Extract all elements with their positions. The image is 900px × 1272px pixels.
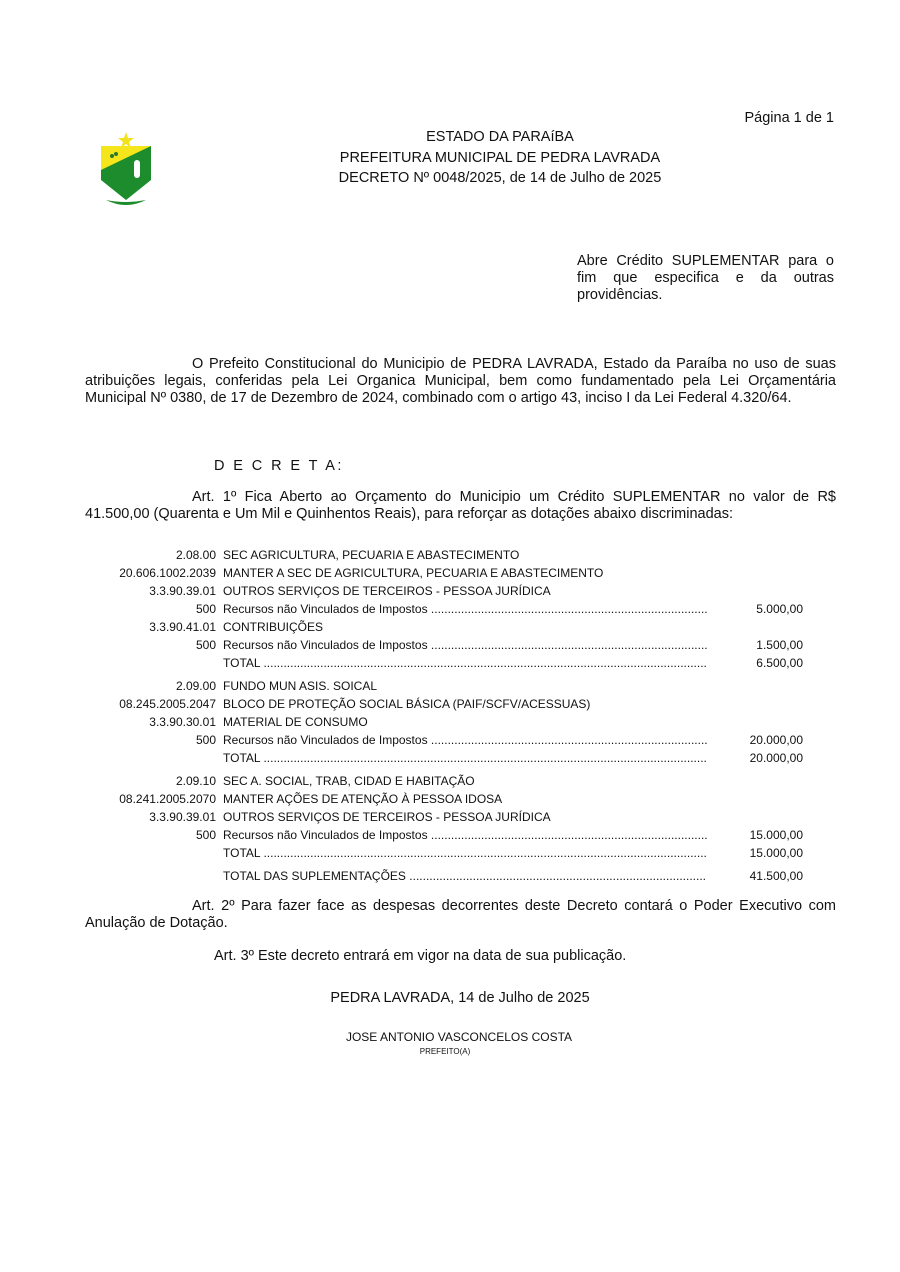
row-description: SEC A. SOCIAL, TRAB, CIDAD E HABITAÇÃO — [223, 774, 475, 788]
row-description: Recursos não Vinculados de Impostos ..... — [223, 731, 707, 749]
row-description: FUNDO MUN ASIS. SOICAL — [223, 679, 378, 693]
ementa-line: Abre Crédito SUPLEMENTAR para o — [577, 253, 834, 269]
header-prefecture: PREFEITURA MUNICIPAL DE PEDRA LAVRADA — [339, 149, 661, 166]
table-row — [85, 867, 825, 885]
table-row — [85, 546, 825, 564]
row-code: 500 — [195, 638, 216, 652]
row-code: 20.606.1002.2039 — [119, 566, 216, 580]
city-date: PEDRA LAVRADA, 14 de Julho de 2025 — [330, 990, 590, 1006]
credit-allocation-table — [85, 546, 825, 885]
row-code: 3.3.90.41.01 — [149, 620, 216, 634]
ementa-line: fim que especifica e da outras — [577, 270, 834, 286]
row-description: OUTROS SERVIÇOS DE TERCEIROS - PESSOA JURÍDICA — [223, 584, 551, 598]
article-1: Art. 1º Fica Aberto ao Orçamento do Municipio um Crédito SUPLEMENTAR no valor de R$ 41.500,00 (Quarenta e Um Mil e Quinhentos Reais), para reforçar as dotações abaixo discriminadas: — [85, 489, 836, 522]
article-2: Art. 2º Para fazer face as despesas decorrentes deste Decreto contará o Poder Executivo com Anulação de Dotação. — [85, 898, 836, 931]
row-code: 2.09.00 — [175, 679, 216, 693]
row-code: 08.245.2005.2047 — [119, 697, 216, 711]
table-row — [85, 677, 825, 695]
row-value: 15.000,00 — [749, 846, 803, 860]
signer-name: JOSE ANTONIO VASCONCELOS COSTA — [345, 1030, 573, 1044]
row-code: 08.241.2005.2070 — [119, 792, 216, 806]
row-description: MATERIAL DE CONSUMO — [223, 715, 368, 729]
header-decree-title: DECRETO Nº 0048/2025, de 14 de Julho de 2025 — [338, 170, 662, 186]
row-value: 20.000,00 — [749, 733, 803, 747]
table-row — [85, 713, 825, 731]
table-row — [85, 808, 825, 826]
row-description: Recursos não Vinculados de Impostos ..... — [223, 636, 707, 654]
row-value: 1.500,00 — [756, 638, 803, 652]
row-value: 15.000,00 — [749, 828, 803, 842]
row-code: 500 — [195, 602, 216, 616]
row-value: 20.000,00 — [749, 751, 803, 765]
table-row — [85, 618, 825, 636]
document-header — [0, 127, 900, 189]
row-description: CONTRIBUIÇÕES — [223, 620, 324, 634]
header-state: ESTADO DA PARAíBA — [426, 129, 574, 145]
row-description: OUTROS SERVIÇOS DE TERCEIROS - PESSOA JURÍDICA — [223, 810, 551, 824]
table-row — [85, 731, 825, 749]
table-row — [85, 695, 825, 713]
row-code: 500 — [195, 733, 216, 747]
row-description: MANTER A SEC DE AGRICULTURA, PECUARIA E ABASTECIMENTO — [223, 566, 604, 580]
preamble-paragraph: O Prefeito Constitucional do Municipio de PEDRA LAVRADA, Estado da Paraíba no uso de suas atribuições legais, conferidas pela Lei Organica Municipal, bem como fundamentado pela Lei Orçamentária Municipal Nº 0380, de 17 de Dezembro de 2024, combinado com o artigo 43, inciso I da Lei Federal 4.320/64. — [85, 356, 836, 406]
table-row — [85, 636, 825, 654]
row-description: TOTAL ..... — [223, 654, 707, 672]
table-row — [85, 790, 825, 808]
row-value: 41.500,00 — [749, 869, 803, 883]
article-3: Art. 3º Este decreto entrará em vigor na data de sua publicação. — [214, 948, 627, 964]
row-description: TOTAL ..... — [223, 844, 707, 862]
signer-role: PREFEITO(A) — [419, 1047, 471, 1056]
row-code: 2.09.10 — [175, 774, 216, 788]
table-row — [85, 564, 825, 582]
table-row — [85, 749, 825, 767]
row-description: SEC AGRICULTURA, PECUARIA E ABASTECIMENTO — [223, 548, 520, 562]
row-description: MANTER AÇÕES DE ATENÇÃO À PESSOA IDOSA — [223, 792, 503, 806]
row-code: 3.3.90.39.01 — [149, 810, 216, 824]
row-code: 500 — [195, 828, 216, 842]
ementa-line: providências. — [577, 287, 663, 303]
row-value: 6.500,00 — [756, 656, 803, 670]
row-description: BLOCO DE PROTEÇÃO SOCIAL BÁSICA (PAIF/SCFV/ACESSUAS) — [223, 697, 591, 711]
page-number: Página 1 de 1 — [744, 110, 834, 126]
table-row — [85, 654, 825, 672]
row-value: 5.000,00 — [756, 602, 803, 616]
row-code: 3.3.90.30.01 — [149, 715, 216, 729]
table-row — [85, 582, 825, 600]
table-row — [85, 826, 825, 844]
decreta-heading: D E C R E T A: — [214, 458, 344, 474]
row-code: 2.08.00 — [175, 548, 216, 562]
row-description: TOTAL ..... — [223, 749, 707, 767]
table-row — [85, 844, 825, 862]
ementa — [577, 253, 834, 304]
row-description: TOTAL DAS SUPLEMENTAÇÕES ..... — [223, 867, 707, 885]
row-description: Recursos não Vinculados de Impostos ..... — [223, 600, 707, 618]
row-description: Recursos não Vinculados de Impostos ..... — [223, 826, 707, 844]
table-row — [85, 772, 825, 790]
table-row — [85, 600, 825, 618]
row-code: 3.3.90.39.01 — [149, 584, 216, 598]
